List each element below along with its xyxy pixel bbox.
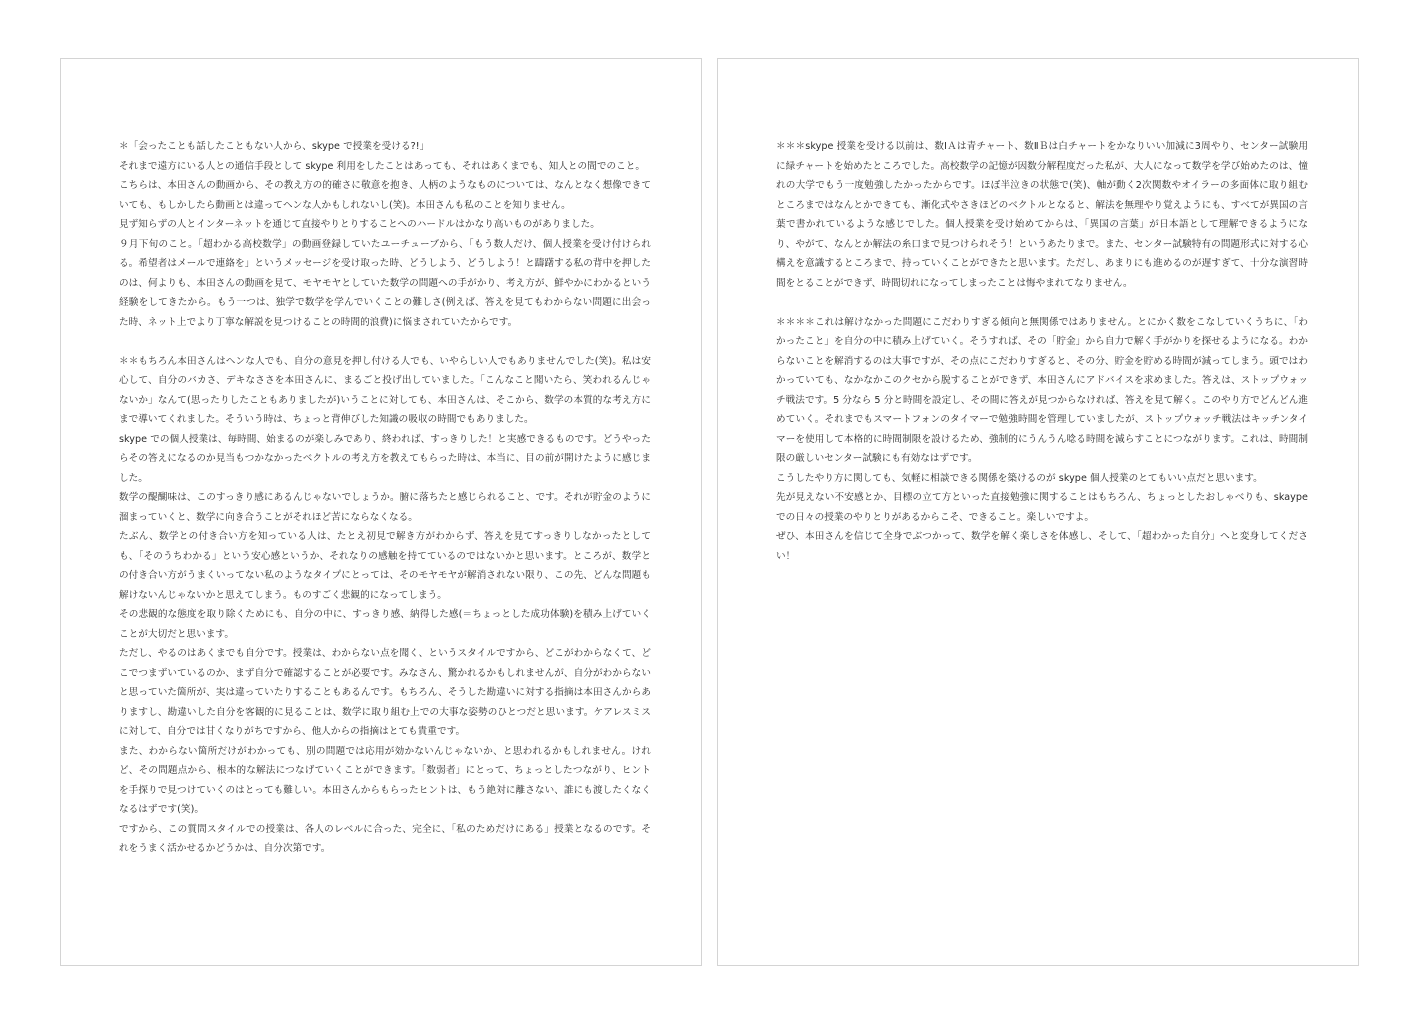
paragraph-gap xyxy=(776,293,1308,313)
paragraph: 見ず知らずの人とインターネットを通じて直接やりとりすることへのハードルはかなり高いものがありました。 xyxy=(119,219,600,230)
paragraph: ですから、この質問スタイルでの授業は、各人のレベルに合った、完全に、「私のためだけにある」授業となるのです。それをうまく活かせるかどうかは、自分次第です。 xyxy=(119,823,651,854)
paragraph-gap xyxy=(119,332,651,352)
paragraph: こちらは、本田さんの動画から、その教え方の的確さに敬意を抱き、人柄のようなものについては、なんとなく想像できていても、もしかしたら動画とは違ってヘンな人かもしれないし(笑)。本田さんも私のことを知りません。 xyxy=(119,180,651,211)
paragraph: ただし、やるのはあくまでも自分です。授業は、わからない点を聞く、というスタイルですから、どこがわからなくて、どこでつまずいているのか、まず自分で確認することが必要です。みなさん、驚かれるかもしれませんが、自分がわからないと思っていた箇所が、実は違っていたりすることもあるんです。もちろん、そうした勘違いに対する指摘は本田さんからありますし、勘違いした自分を客観的に見ることは、数学に取り組む上での大事な姿勢のひとつだと思います。ケアレスミスに対して、自分では甘くなりがちですから、他人からの指摘はとても貴重です。 xyxy=(119,648,651,737)
paragraph: その悲観的な態度を取り除くためにも、自分の中に、すっきり感、納得した感(＝ちょっとした成功体験)を積み上げていくことが大切だと思います。 xyxy=(119,609,651,640)
paragraph: ＊＊もちろん本田さんはヘンな人でも、自分の意見を押し付ける人でも、いやらしい人でもありませんでした(笑)。私は安心して、自分のバカさ、デキなささを本田さんに、まるごと投げ出していました。「こんなこと聞いたら、笑われるんじゃないか」なんて(思ったりしたこともありましたが)いうことに対しても、本田さんは、そこから、数学の本質的な考え方にまで導いてくれました。そういう時は、ちょっと背伸びした知識の吸収の時間でもありました。 xyxy=(119,355,651,425)
paragraph: ９月下旬のこと。「超わかる高校数学」の動画登録していたユーチューブから、「もう数人だけ、個人授業を受け付けられる。希望者はメールで連絡を」というメッセージを受け取った時、どうしよう、どうしよう！と躊躇する私の背中を押したのは、何よりも、本田さんの動画を見て、モヤモヤとしていた数学の問題への手がかり、考え方が、鮮やかにわかるという経験をしてきたから。もう一つは、独学で数学を学んでいくことの難しさ(例えば、答えを見てもわからない問題に出会った時、ネット上でより丁寧な解説を見つけることの時間的浪費)に悩まされていたからです。 xyxy=(119,238,651,328)
paragraph: 数学の醍醐味は、このすっきり感にあるんじゃないでしょうか。腑に落ちたと感じられること、です。それが貯金のように溜まっていくと、数学に向き合うことがそれほど苦にならなくなる。 xyxy=(119,492,651,523)
paragraph: skype での個人授業は、毎時間、始まるのが楽しみであり、終われば、すっきりした！と実感できるものです。どうやったらその答えになるのか見当もつかなかったベクトルの考え方を教えてもらった時は、本当に、目の前が開けたように感じました。 xyxy=(119,433,651,484)
paragraph: ＊＊＊＊これは解けなかった問題にこだわりすぎる傾向と無関係ではありません。とにかく数をこなしていくうちに、「わかったこと」を自分の中に積み上げていく。そうすれば、その「貯金」から自力で解く手がかりを探せるようになる。わからないことを解消するのは大事ですが、その点にこだわりすぎると、その分、貯金を貯める時間が減ってしまう。頭ではわかっていても、なかなかこのクセから脱することができず、本田さんにアドバイスを求めました。答えは、ストップウォッチ戦法です。5 分なら 5 分と時間を設定し、その間に答えが見つからなければ、答えを見て解く。このやり方でどんどん進めていく。それまでもスマートフォンのタイマーで勉強時間を管理していましたが、ストップウォッチ戦法はキッチンタイマーを使用して本格的に時間制限を設けるため、強制的にうんうん唸る時間を減らすことにつながります。これは、時間制限の厳しいセンター試験にも有効なはずです。 xyxy=(776,316,1308,464)
paragraph: それまで遠方にいる人との通信手段として skype 利用をしたことはあっても、それはあくまでも、知人との間でのこと。 xyxy=(119,160,646,172)
paragraph: また、わからない箇所だけがわかっても、別の問題では応用が効かないんじゃないか、と思われるかもしれません。けれど、その問題点から、根本的な解法につなげていくことができます。「数弱者」にとって、ちょっとしたつながり、ヒントを手探りで見つけていくのはとっても難しい。本田さんからもらったヒントは、もう絶対に離さない、誰にも渡したくなくなるはずです(笑)。 xyxy=(119,745,651,815)
paragraph: 先が見えない不安感とか、目標の立て方といった直接勉強に関することはもちろん、ちょっとしたおしゃべりも、skaype での日々の授業のやりとりがあるからこそ、できること。楽しいですよ。 xyxy=(776,492,1308,523)
page-left-text xyxy=(119,137,651,859)
paragraph: ぜひ、本田さんを信じて全身でぶつかって、数学を解く楽しさを体感し、そして、「超わかった自分」へと変身してください！ xyxy=(776,531,1308,562)
page-right-text xyxy=(776,137,1308,566)
paragraph: こうしたやり方に関しても、気軽に相談できる関係を築けるのが skype 個人授業のとてもいい点だと思います。 xyxy=(776,472,1263,484)
paragraph: ＊＊＊skype 授業を受ける以前は、数ⅠＡは青チャート、数ⅡＢは白チャートをかなりいい加減に3周やり、センター試験用に緑チャートを始めたところでした。高校数学の記憶が因数分解程度だった私が、大人になって数学を学び始めたのは、憧れの大学でもう一度勉強したかったからです。ほぼ半泣きの状態で(笑)、軸が動く2次関数やオイラーの多面体に取り組むところまではなんとかできても、漸化式やさきほどのベクトルとなると、解法を無理やり覚えようにも、すべてが異国の言葉で書かれているような感じでした。個人授業を受け始めてからは、「異国の言葉」が日本語として理解できるようになり、やがて、なんとか解法の糸口まで見つけられそう！というあたりまで。また、センター試験特有の問題形式に対する心構えを意識するところまで、持っていくことができたと思います。ただし、あまりにも進めるのが遅すぎて、十分な演習時間をとることができず、時間切れになってしまったことは悔やまれてなりません。 xyxy=(776,141,1308,289)
page-left xyxy=(60,58,702,966)
paragraph: ＊「会ったことも話したこともない人から、skype で授業を受ける?!」 xyxy=(119,141,430,152)
paragraph: たぶん、数学との付き合い方を知っている人は、たとえ初見で解き方がわからず、答えを見てすっきりしなかったとしても、「そのうちわかる」という安心感というか、それなりの感触を持てているのではないかと思います。ところが、数学との付き合い方がうまくいってない私のようなタイプにとっては、そのモヤモヤが解消されない限り、この先、どんな問題も解けないんじゃないかと思えてしまう。ものすごく悲観的になってしまう。 xyxy=(119,531,651,601)
page-right xyxy=(717,58,1359,966)
